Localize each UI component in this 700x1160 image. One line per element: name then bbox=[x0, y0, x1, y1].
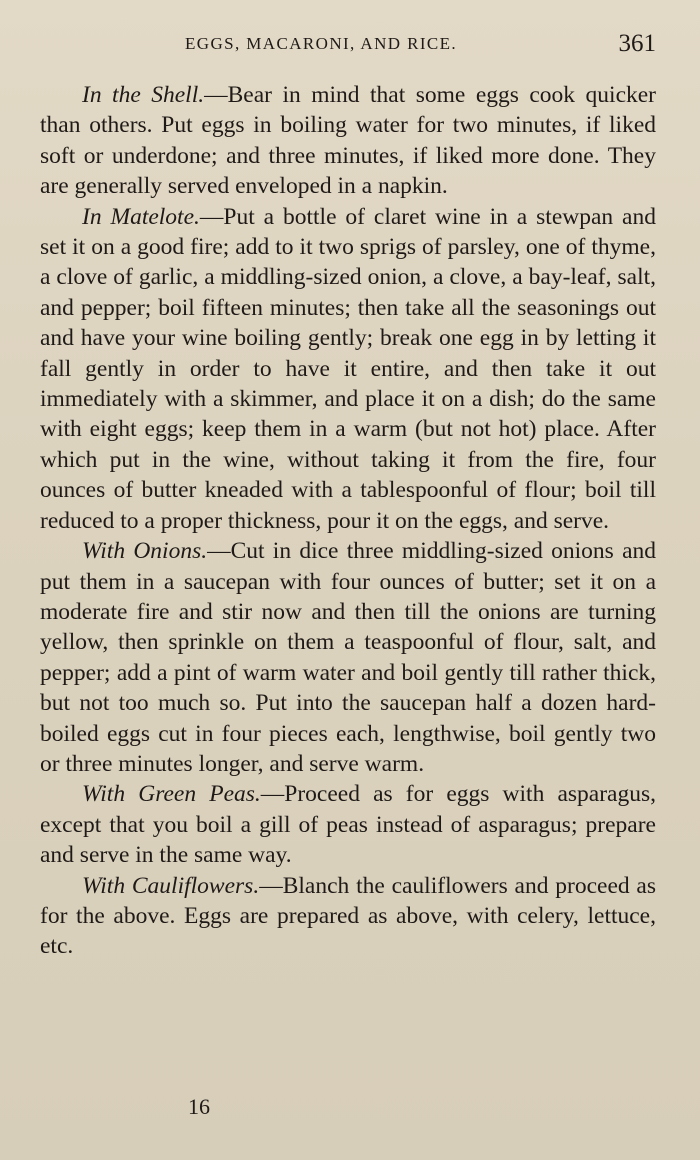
recipe-in-matelote bbox=[40, 202, 656, 536]
recipe-text: —Cut in dice three middling-sized onions and put them in a saucepan with four ounces of butter; set it on a moderate fire and stir now and then till the onions are turning yellow, then sprinkle on them a teaspoonful of flour, salt, and pepper; add a pint of warm water and boil gently till rather thick, but not too much so. Put into the saucepan half a dozen hard-boiled eggs cut in four pieces each, lengthwise, boil gently two or three minutes longer, and serve warm. bbox=[40, 538, 657, 777]
recipe-title: With Onions. bbox=[82, 538, 208, 565]
page-body bbox=[40, 80, 656, 962]
running-head bbox=[40, 30, 656, 64]
signature-mark: 16 bbox=[188, 1094, 210, 1119]
recipe-text: —Proceed as for eggs with asparagus, except that you boil a gill of peas instead of asparagus; prepare and serve in the same way. bbox=[40, 781, 656, 869]
recipe-with-onions bbox=[40, 536, 656, 779]
recipe-in-the-shell bbox=[40, 80, 656, 202]
recipe-title: With Green Peas. bbox=[82, 781, 261, 808]
recipe-with-cauliflowers bbox=[40, 871, 656, 962]
recipe-with-green-peas bbox=[40, 779, 656, 870]
running-head-title: EGGS, MACARONI, AND RICE. bbox=[185, 34, 458, 53]
recipe-text: —Put a bottle of claret wine in a stewpan and set it on a good fire; add to it two sprigs of parsley, one of thyme, a clove of garlic, a middling-sized onion, a clove, a bay-leaf, salt, and pepper; boil fifteen minutes; then take all the seasonings out and have your wine boiling gently; break one egg in by letting it fall gently in order to have it entire, and then take it out immediately with a skimmer, and place it on a dish; do the same with eight eggs; keep them in a warm (but not hot) place. After which put in the wine, without taking it from the fire, four ounces of butter kneaded with a tablespoonful of flour; boil till reduced to a proper thickness, pour it on the eggs, and serve. bbox=[40, 203, 656, 534]
recipe-text: —Bear in mind that some eggs cook quicker than others. Put eggs in boiling water for two minutes, if liked soft or underdone; and three minutes, if liked more done. They are generally served enveloped in a napkin. bbox=[40, 82, 657, 200]
page-number: 361 bbox=[618, 30, 656, 57]
recipe-title: In the Shell. bbox=[82, 82, 205, 108]
recipe-text: —Blanch the cauliflowers and proceed as for the above. Eggs are prepared as above, with celery, lettuce, etc. bbox=[40, 872, 656, 960]
recipe-title: With Cauliflowers. bbox=[82, 872, 260, 899]
recipe-title: In Matelote. bbox=[82, 203, 200, 230]
